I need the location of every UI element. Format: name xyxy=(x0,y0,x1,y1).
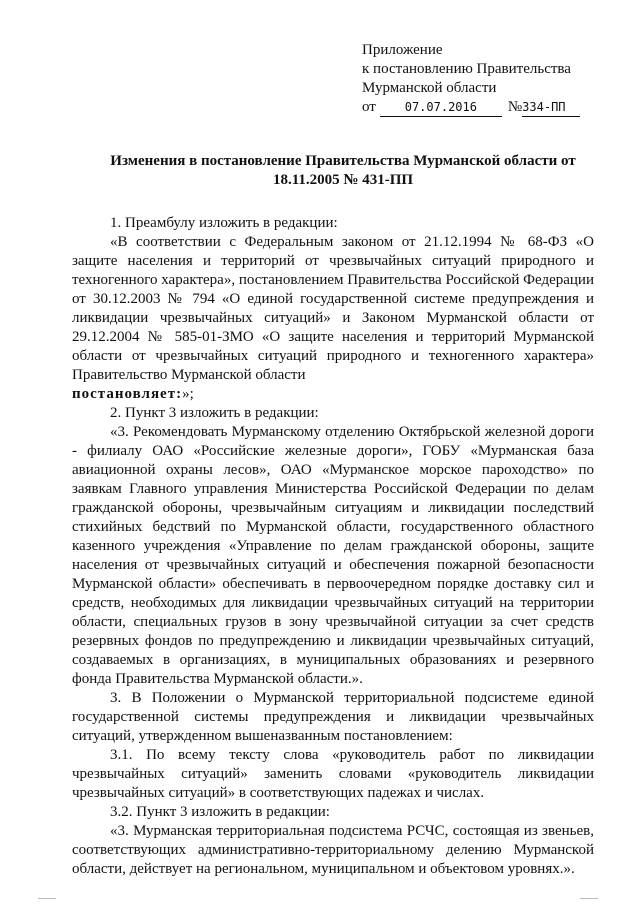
appendix-date-row xyxy=(362,98,580,117)
appendix-heading: Приложение xyxy=(362,42,443,58)
scan-mark-left xyxy=(38,898,56,899)
document-number: 334-ПП xyxy=(522,100,580,117)
document-title: Изменения в постановление Правительства Мурманской области от 18.11.2005 № 431-ПП xyxy=(110,153,576,188)
paragraph-3: 2. Пункт 3 изложить в редакции: xyxy=(110,405,319,421)
paragraph-2-end: »; xyxy=(182,386,194,402)
appendix-region: Мурманской области xyxy=(362,80,497,96)
date-prefix: от xyxy=(362,99,376,115)
paragraph-2-text: «В соответствии с Федеральным законом от 21.12.1994 № 68-ФЗ «О защите населения и территорий от чрезвычайных ситуаций природного и техногенного характера», постановлением Правительства Российской Федерации от 30.12.2003 № 794 «О единой государственной системе предупреждения и ликвидации чрезвычайных ситуаций» и Законом Мурманской области от 29.12.2004 № 585-01-ЗМО «О защите населения и территорий Мурманской области от чрезвычайных ситуаций природного и техногенного характера» Правительство Мурманской области xyxy=(72,234,594,383)
appendix-ref: к постановлению Правительства xyxy=(362,61,571,77)
number-prefix: № xyxy=(507,99,523,115)
paragraph-2-keyword: постановляет: xyxy=(72,386,183,402)
paragraph-6: 3.1. По всему тексту слова «руководитель работ по ликвидации чрезвычайных ситуаций» заменить словами «руководитель ликвидации чрезвычайных ситуаций» в соответствующих падежах и числах. xyxy=(72,747,594,801)
paragraph-2 xyxy=(72,233,594,404)
scan-mark-right xyxy=(580,898,598,899)
document-date: 07.07.2016 xyxy=(380,100,502,117)
paragraph-1: 1. Преамбулу изложить в редакции: xyxy=(110,215,338,231)
document-body xyxy=(72,214,594,879)
paragraph-8: «3. Мурманская территориальная подсистема РСЧС, состоящая из звеньев, соответствующих административно-территориальному делению Мурманской области, действует на региональном, муниципальном и объектовом уровнях.». xyxy=(72,823,594,877)
paragraph-5: 3. В Положении о Мурманской территориальной подсистеме единой государственной системы предупреждения и ликвидации чрезвычайных ситуаций, утвержденном вышеназванным постановлением: xyxy=(72,690,594,744)
paragraph-7: 3.2. Пункт 3 изложить в редакции: xyxy=(110,804,330,820)
paragraph-4: «3. Рекомендовать Мурманскому отделению Октябрьской железной дороги - филиалу ОАО «Российские железные дороги», ГОБУ «Мурманская база авиационной охраны лесов», ОАО «Мурманское морское пароходство» по заявкам Главного управления Министерства Российской Федерации по делам гражданской обороны, чрезвычайным ситуациям и ликвидации последствий стихийных бедствий по Мурманской области, государственного областного казенного учреждения «Управление по делам гражданской обороны, защите населения от чрезвычайных ситуаций и обеспечения пожарной безопасности Мурманской области» обеспечивать в первоочередном порядке доставку сил и средств, необходимых для ликвидации чрезвычайных ситуаций на территории области, специальных грузов в зону чрезвычайной ситуации за счет средств резервных фондов по предупреждению и ликвидации чрезвычайных ситуаций, создаваемых в организациях, в муниципальных образованиях и резервного фонда Правительства Мурманской области.». xyxy=(72,424,594,687)
appendix-block xyxy=(362,41,580,117)
